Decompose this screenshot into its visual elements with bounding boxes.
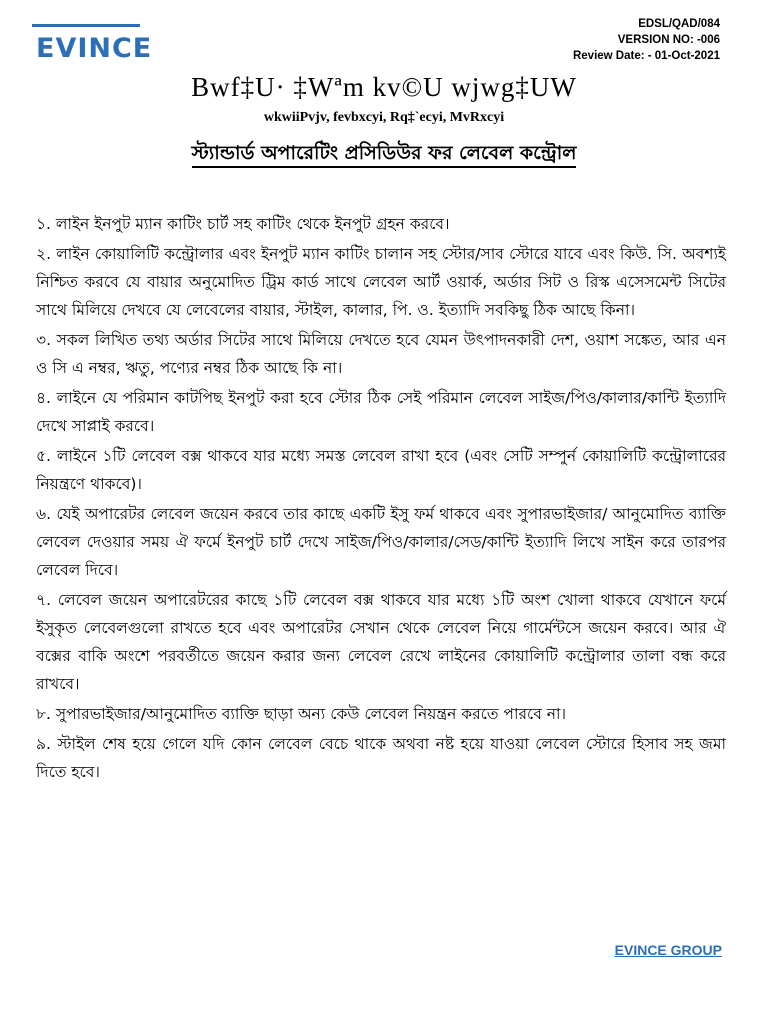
company-address: wkwiiPvjv, fevbxcyi, Rq‡`ecyi, MvRxcyi bbox=[263, 110, 505, 125]
review-date: Review Date: - 01-Oct-2021 bbox=[572, 50, 720, 62]
document-title-text: স্ট্যান্ডার্ড অপারেটিং প্রসিডিউর ফর লেবেল কন্ট্রোল bbox=[192, 142, 577, 168]
document-code: EDSL/QAD/084 bbox=[638, 18, 720, 30]
procedure-item-8: ৮. সুপারভাইজার/আনুমোদিত ব্যাক্তি ছাড়া অন্য কেউ লেবেল নিয়ন্ত্রন করতে পারবে না। bbox=[36, 705, 567, 723]
procedure-item-3: ৩. সকল লিখিত তথ্য অর্ডার সিটের সাথে মিলিয়ে দেখতে হবে যেমন উৎপাদনকারী দেশ, ওয়াশ সঙ্কেত, আর এন ও সি এ নম্বর, ঋতু, পণ্যের নম্বর ঠিক আছে কি না। bbox=[36, 331, 726, 377]
procedure-item-1: ১. লাইন ইনপুট ম্যান কাটিং চার্ট সহ কাটিং থেকে ইনপুট গ্রহন করবে। bbox=[36, 215, 450, 233]
document-meta bbox=[573, 16, 720, 64]
company-logo bbox=[32, 24, 153, 71]
procedure-item-9: ৯. স্টাইল শেষ হয়ে গেলে যদি কোন লেবেল বেচে থাকে অথবা নষ্ট হয়ে যাওয়া লেবেল স্টোরে হিসাব সহ জমা দিতে হবে। bbox=[36, 735, 726, 781]
procedure-item-7: ৭. লেবেল জয়েন অপারেটরের কাছে ১টি লেবেল বক্স থাকবে যার মধ্যে ১টি অংশ খোলা থাকবে যেখানে ফর্মে ইসুকৃত লেবেলগুলো রাখতে হবে এবং অপারেটর সেখান থেকে লেবেল নিয়ে গার্মেন্টসে জয়েন করবে। আর ঐ বক্সের বাকি অংশে পরবর্তীতে জয়েন করার জন্য লেবেল রেখে লাইনের কোয়ালিটি কন্ট্রোলার তালা বন্ধ করে রাখবে। bbox=[36, 591, 726, 693]
logo-text: EVINCE bbox=[36, 33, 153, 64]
procedure-list bbox=[36, 210, 726, 788]
procedure-item-4: ৪. লাইনে যে পরিমান কাটপিছ ইনপুট করা হবে স্টোর ঠিক সেই পরিমান লেবেল সাইজ/পিও/কালার/কান্টি ইত্যাদি দেখে সাপ্লাই করবে। bbox=[36, 389, 726, 435]
footer-group-link[interactable]: EVINCE GROUP bbox=[614, 942, 722, 958]
procedure-item-2: ২. লাইন কোয়ালিটি কন্ট্রোলার এবং ইনপুট ম্যান কাটিং চালান সহ স্টোর/সাব স্টোরে যাবে এবং কিউ. সি. অবশ্যই নিশ্চিত করবে যে বায়ার অনুমোদিত ট্রিম কার্ড সাথে লেবেল আর্ট ওয়ার্ক, অর্ডার সিট ও রিস্ক এসেসমেন্ট সিটের সাথে মিলিয়ে দেখবে যে লেবেলের বায়ার, স্টাইল, কালার, পি. ও. ইত্যাদি সবকিছু ঠিক আছে কিনা। bbox=[36, 245, 726, 319]
company-name: Bwf‡U· ‡Wªm kv©U wjwg‡UW bbox=[191, 72, 577, 102]
procedure-item-6: ৬. যেই অপারেটর লেবেল জয়েন করবে তার কাছে একটি ইসু ফর্ম থাকবে এবং সুপারভাইজার/ আনুমোদিত ব্যাক্তি লেবেল দেওয়ার সময় ঐ ফর্মে ইনপুট চার্ট দেখে সাইজ/পিও/কালার/সেড/কান্টি ইত্যাদি লিখে সাইন করে তারপর লেবেল দিবে। bbox=[36, 505, 726, 579]
procedure-item-5: ৫. লাইনে ১টি লেবেল বক্স থাকবে যার মধ্যে সমস্ত লেবেল রাখা হবে (এবং সেটি সম্পুর্ন কোয়ালিটি কন্ট্রোলারের নিয়ন্ত্রণে থাকবে)। bbox=[36, 447, 726, 493]
document-title bbox=[0, 139, 768, 171]
version-number: VERSION NO: -006 bbox=[617, 34, 720, 46]
